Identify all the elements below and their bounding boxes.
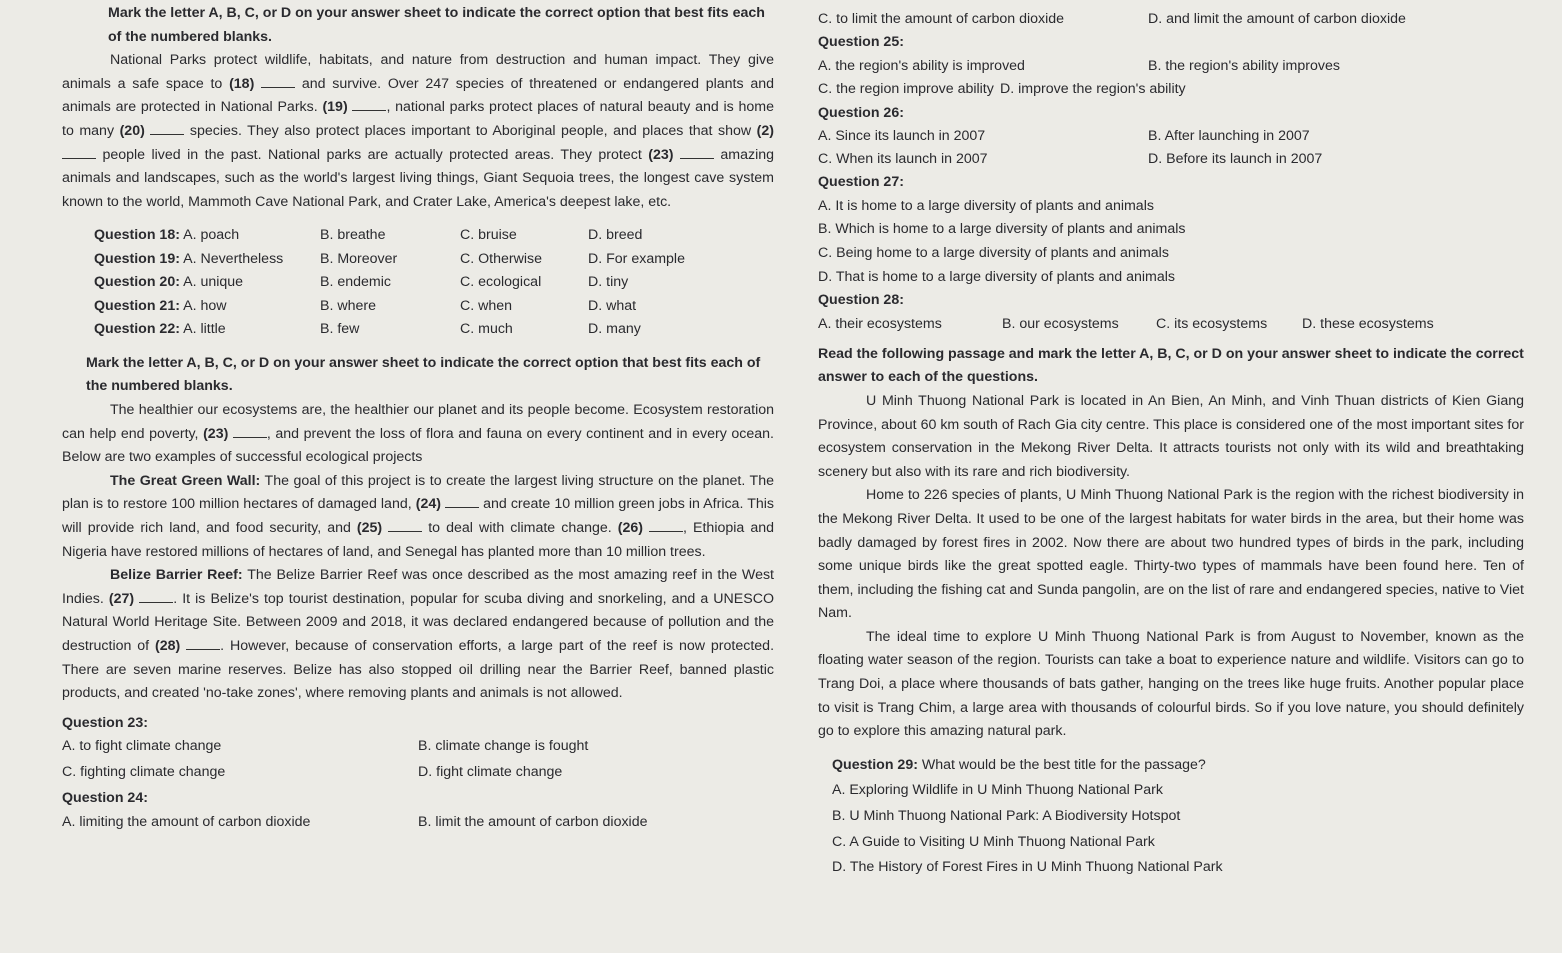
question-label: Question 29: <box>832 756 918 773</box>
option-c[interactable]: C. its ecosystems <box>1156 315 1268 332</box>
option-b[interactable]: B. the region's ability improves <box>1148 57 1340 74</box>
blank-number: (23) <box>648 146 680 163</box>
option-a[interactable]: A. their ecosystems <box>818 315 942 332</box>
option-row <box>818 125 1524 148</box>
option-d[interactable]: D. many <box>588 321 641 338</box>
passage-u-minh-thuong-3: The ideal time to explore U Minh Thuong National Park is from August to November, known as the floating water season of the region. Tourists can take a boat to experience nature and wildlife. Visitors can go to Trang Doi, a place where thousands of bats gather, hanging on the trees like huge fruits. Another popular place to visit is Trang Chim, a large area with thousands of colourful birds. So if you love nature, you should definitely go to explore this amazing natural park. <box>818 628 1524 740</box>
passage-u-minh-thuong-1: U Minh Thuong National Park is located in An Bien, An Minh, and Vinh Thuan districts of Kien Giang Province, about 60 km south of Rach Gia city centre. This place is considered one of the most important sites for ecosystem conservation in the Mekong River Delta. It attracts tourists not only with its wild and breathtaking scenery but also with its rare and rich biodiversity. <box>818 392 1524 480</box>
question-label: Question 24: <box>62 790 148 807</box>
blank-number: (18) <box>229 75 262 92</box>
question-row <box>94 224 774 248</box>
option-d[interactable]: D. For example <box>588 250 685 267</box>
option-c[interactable]: C. Being home to a large diversity of plants and animals <box>818 244 1169 261</box>
blank-number: (27) <box>108 590 140 607</box>
passage-text: The goal of this project is to create the largest living structure on the planet. The plan is to restore 100 million hectares of damaged land, (24) and create 10 million green jobs in Africa. This will provide rich land, and food security, and (25) to deal with climate change. (26) , Ethiopia and Nigeria have restored millions of hectares of land, and Senegal has planted more than 10 million trees. <box>62 472 775 560</box>
left-column <box>62 0 774 837</box>
answer-blank <box>445 495 479 508</box>
question-27 <box>818 171 1524 289</box>
question-label: Question 25: <box>818 34 904 50</box>
passage-u-minh-thuong-2: Home to 226 species of plants, U Minh Thuong National Park is the region with the richest biodiversity in the Mekong River Delta. It used to be one of the largest habitats for water birds in the area, but their home was badly damaged by forest fires in 2002. Now there are about two hundred types of birds in the park, including some unique birds like the great spotted eagle. Thirty-two types of mammals have been found here. Ten of them, including the fishing cat and Sunda pangolin, are on the list of rare and endangered species, native to Viet Nam. <box>818 487 1524 622</box>
question-26 <box>818 102 1524 172</box>
option-c[interactable]: C. to limit the amount of carbon dioxide <box>818 11 1065 27</box>
answer-blank <box>150 122 184 135</box>
question-29 <box>832 754 1524 880</box>
option-row <box>818 8 1524 31</box>
question-label: Question 18: <box>94 227 180 244</box>
option-d[interactable]: D. tiny <box>588 274 629 291</box>
option-a[interactable]: A. It is home to a large diversity of plants and animals <box>818 197 1154 214</box>
option-d[interactable]: D. improve the region's ability <box>1000 80 1186 97</box>
answer-blank <box>62 146 96 159</box>
option-row <box>818 55 1524 78</box>
blank-number: (24) <box>415 496 446 513</box>
option-c[interactable]: C. A Guide to Visiting U Minh Thuong National Park <box>832 833 1155 850</box>
blank-number: (20) <box>119 122 151 139</box>
option-c[interactable]: C. the region improve ability <box>818 80 994 97</box>
option-a[interactable]: A. the region's ability is improved <box>818 57 1025 74</box>
section-title: Belize Barrier Reef: <box>110 567 243 584</box>
answer-blank <box>139 590 173 603</box>
option-a[interactable]: A. to fight climate change <box>62 738 222 755</box>
option-c[interactable]: C. fighting climate change <box>62 764 226 781</box>
answer-blank <box>649 519 683 532</box>
question-28 <box>818 289 1524 337</box>
option-b[interactable]: B. endemic <box>320 274 391 291</box>
instruction-cloze-1: Mark the letter A, B, C, or D on your answer sheet to indicate the correct option that best fits each of the numbered blanks. <box>108 5 765 45</box>
question-list-18-22 <box>94 224 774 342</box>
passage-text: The Belize Barrier Reef was once described as the most amazing reef in the West Indies. (27) . It is Belize's top tourist destination, popular for scuba diving and snorkeling, and a UNESCO Natural World Heritage Site. Between 2009 and 2018, it was declared endangered because of pollution and the destruction of (28) . However, because of conservation efforts, a large part of the reef is now protected. There are seven marine reserves. Belize has also stopped oil drilling near the Barrier Reef, banned plastic products, and created 'no-take zones', where removing plants and animals is not allowed. <box>62 567 775 702</box>
question-24 <box>62 787 774 837</box>
question-row <box>94 248 774 272</box>
option-d[interactable]: D. these ecosystems <box>1302 315 1434 332</box>
question-label: Question 22: <box>94 321 180 338</box>
option-row <box>818 148 1524 171</box>
option-c[interactable]: C. much <box>460 321 513 338</box>
option-d[interactable]: D. breed <box>588 227 643 244</box>
answer-blank <box>186 637 220 650</box>
question-25 <box>818 31 1524 102</box>
passage-national-parks: National Parks protect wildlife, habitats, and nature from destruction and human impact. They give animals a safe space to (18) and survive. Over 247 species of threatened or endangered plants and animals are protected in National Parks. (19) , national parks protect places of natural beauty and is home to many (20) species. They also protect places important to Aboriginal people, and places that show (2) people lived in the past. National parks are actually protected areas. They protect (23) amazing animals and landscapes, such as the world's largest living things, Giant Sequoia trees, the longest cave system known to the world, Mammoth Cave National Park, and Crater Lake, America's deepest lake, etc. <box>62 52 775 210</box>
option-c[interactable]: C. Otherwise <box>460 250 542 267</box>
option-d[interactable]: D. what <box>588 297 637 314</box>
option-row <box>818 313 1524 337</box>
option-b[interactable]: B. few <box>320 321 360 338</box>
option-b[interactable]: B. climate change is fought <box>418 738 589 755</box>
instruction-reading: Read the following passage and mark the letter A, B, C, or D on your answer sheet to indicate the correct answer to each of the questions. <box>818 345 1524 386</box>
right-column <box>818 0 1524 880</box>
instruction-cloze-2: Mark the letter A, B, C, or D on your answer sheet to indicate the correct option that best fits each of the numbered blanks. <box>86 354 761 395</box>
option-a[interactable]: A. Nevertheless <box>183 250 284 267</box>
passage-great-green-wall <box>62 470 774 564</box>
option-b[interactable]: B. Moreover <box>320 250 398 267</box>
option-row <box>62 735 774 761</box>
option-c[interactable]: C. ecological <box>460 274 542 291</box>
option-a[interactable]: A. Since its launch in 2007 <box>818 128 986 145</box>
option-b[interactable]: B. where <box>320 297 376 314</box>
answer-blank <box>233 425 267 438</box>
passage-belize-reef <box>62 564 774 706</box>
option-row <box>62 761 774 787</box>
question-23 <box>62 712 774 788</box>
option-b[interactable]: B. Which is home to a large diversity of plants and animals <box>818 221 1186 238</box>
option-a[interactable]: A. unique <box>183 274 244 291</box>
option-c[interactable]: C. When its launch in 2007 <box>818 151 988 168</box>
section-title: The Great Green Wall: <box>110 472 261 489</box>
question-row <box>94 295 774 319</box>
blank-number: (2) <box>756 122 774 139</box>
answer-blank <box>388 519 422 532</box>
option-b[interactable]: B. limit the amount of carbon dioxide <box>418 813 648 830</box>
option-b[interactable]: B. breathe <box>320 227 386 244</box>
option-d[interactable]: D. fight climate change <box>418 764 563 781</box>
option-a[interactable]: A. limiting the amount of carbon dioxide <box>62 813 311 830</box>
question-row <box>94 271 774 295</box>
answer-blank <box>261 75 295 88</box>
question-stem: What would be the best title for the passage? <box>917 756 1206 773</box>
option-d[interactable]: D. The History of Forest Fires in U Minh Thuong National Park <box>832 859 1223 876</box>
option-b[interactable]: B. our ecosystems <box>1002 315 1119 332</box>
question-label: Question 19: <box>94 250 180 267</box>
option-c[interactable]: C. when <box>460 297 513 314</box>
question-label: Question 21: <box>94 297 180 314</box>
question-label: Question 20: <box>94 274 180 291</box>
option-b[interactable]: B. After launching in 2007 <box>1148 128 1310 145</box>
passage-ecosystems-intro: The healthier our ecosystems are, the healthier our planet and its people become. Ecosystem restoration can help end poverty, (23) , and prevent the loss of flora and fauna on every continent and in every ocean. Below are two examples of successful ecological projects <box>62 402 775 466</box>
answer-blank <box>680 146 714 159</box>
option-a[interactable]: A. little <box>183 321 226 338</box>
option-d[interactable]: D. That is home to a large diversity of plants and animals <box>818 268 1175 285</box>
option-d[interactable]: D. and limit the amount of carbon dioxide <box>1148 11 1406 27</box>
blank-number: (25) <box>356 520 389 536</box>
option-c[interactable]: C. bruise <box>460 227 517 244</box>
question-label: Question 28: <box>818 292 904 309</box>
blank-number: (28) <box>155 637 187 654</box>
option-b[interactable]: B. U Minh Thuong National Park: A Biodiversity Hotspot <box>832 808 1181 825</box>
blank-number: (19) <box>322 99 353 116</box>
option-a[interactable]: A. Exploring Wildlife in U Minh Thuong National Park <box>832 782 1163 799</box>
option-d[interactable]: D. Before its launch in 2007 <box>1148 151 1323 168</box>
option-a[interactable]: A. poach <box>183 227 240 244</box>
blank-number: (26) <box>617 520 650 536</box>
option-row <box>62 811 774 837</box>
question-label: Question 26: <box>818 104 904 121</box>
answer-blank <box>352 98 386 111</box>
blank-number: (23) <box>203 425 233 442</box>
question-row <box>94 318 774 342</box>
option-a[interactable]: A. how <box>183 297 227 314</box>
question-label: Question 27: <box>818 174 904 191</box>
option-row <box>818 78 1524 102</box>
question-label: Question 23: <box>62 714 148 731</box>
